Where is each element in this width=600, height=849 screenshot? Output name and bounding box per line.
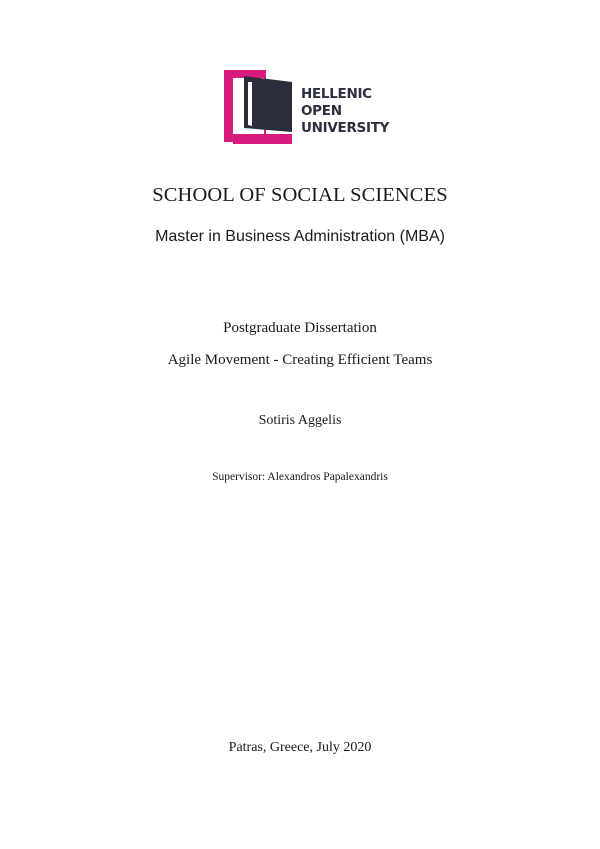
university-logo [224, 70, 394, 146]
author-name: Sotiris Aggelis [258, 413, 342, 428]
logo-line-1: HELLENIC [301, 86, 372, 102]
dissertation-type: Postgraduate Dissertation [223, 320, 377, 336]
hou-emblem-icon [224, 70, 296, 146]
supervisor-line: Supervisor: Alexandros Papalexandris [212, 471, 388, 483]
program-name: Master in Business Administration (MBA) [155, 228, 445, 245]
dissertation-title: Agile Movement - Creating Efficient Teams [167, 352, 433, 368]
logo-line-3: UNIVERSITY [301, 120, 390, 136]
logo-line-2: OPEN [301, 103, 342, 119]
university-name [301, 86, 389, 137]
place-and-date: Patras, Greece, July 2020 [228, 740, 372, 755]
school-name: SCHOOL OF SOCIAL SCIENCES [152, 184, 448, 206]
